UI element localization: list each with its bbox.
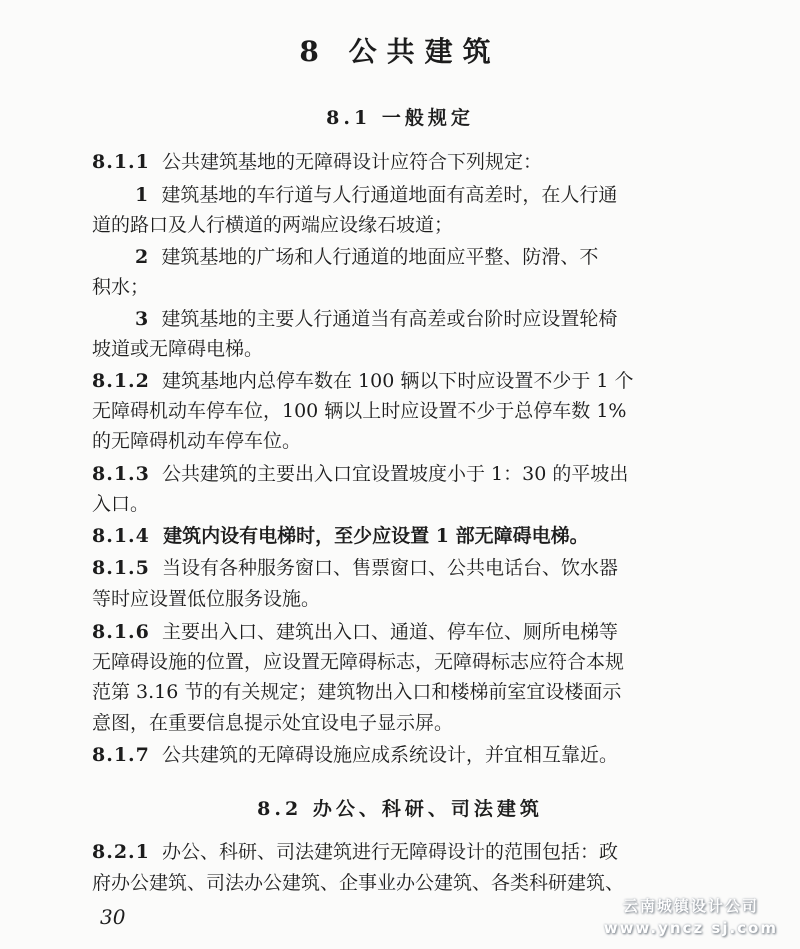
item-number: 1 (135, 184, 150, 206)
clause-number: 8.1.2 (92, 370, 150, 392)
clause-text: 公共建筑的主要出入口宜设置坡度小于 1：30 的平坡出 (161, 463, 629, 485)
clause-text: 公共建筑基地的无障碍设计应符合下列规定： (161, 151, 542, 173)
clause-8-1-4 (92, 524, 692, 548)
watermark-line-2: www.yncz sj.com (603, 919, 778, 937)
clause-number: 8.1.5 (92, 557, 150, 579)
clause-8-1-6-line2: 无障碍设施的位置，应设置无障碍标志，无障碍标志应符合本规 (92, 651, 625, 673)
clause-text: 主要出入口、建筑出入口、通道、停车位、厕所电梯等 (161, 621, 618, 643)
watermark-line-1: 云南城镇设计公司 (622, 897, 759, 915)
clause-number: 8.1.6 (92, 621, 150, 643)
clause-number: 8.1.1 (92, 151, 150, 173)
item-number: 2 (135, 246, 150, 268)
clause-8-2-1-line2: 府办公建筑、司法办公建筑、企事业办公建筑、各类科研建筑、 (92, 872, 625, 894)
clause-text: 办公、科研、司法建筑进行无障碍设计的范围包括：政 (161, 841, 618, 863)
item-3 (135, 307, 735, 331)
clause-number: 8.2.1 (92, 841, 150, 863)
clause-text: 公共建筑的无障碍设施应成系统设计，并宜相互靠近。 (161, 744, 618, 766)
clause-number: 8.1.4 (92, 525, 150, 547)
clause-8-2-1 (92, 840, 692, 864)
clause-number: 8.1.7 (92, 744, 150, 766)
item-text: 建筑基地的广场和人行通道的地面应平整、防滑、不 (161, 246, 599, 268)
page-number: 30 (100, 905, 126, 929)
clause-8-1-2-line2: 无障碍机动车停车位，100 辆以上时应设置不少于总停车数 1% (92, 400, 627, 422)
item-number: 3 (135, 308, 150, 330)
clause-8-1-7 (92, 743, 692, 767)
clause-8-1-3 (92, 462, 692, 486)
item-2-continued: 积水； (92, 276, 150, 298)
clause-8-1-5 (92, 556, 692, 580)
item-1 (135, 183, 735, 207)
clause-8-1-6 (92, 620, 692, 644)
chapter-title: 8 公共建筑 (299, 35, 501, 68)
clause-8-1-6-line3: 范第 3.16 节的有关规定；建筑物出入口和楼梯前室宜设楼面示 (92, 681, 622, 703)
item-text: 建筑基地的主要人行通道当有高差或台阶时应设置轮椅 (161, 308, 618, 330)
clause-text: 当设有各种服务窗口、售票窗口、公共电话台、饮水器 (161, 557, 618, 579)
clause-8-1-5-line2: 等时应设置低位服务设施。 (92, 588, 321, 610)
clause-text: 建筑基地内总停车数在 100 辆以下时应设置不少于 1 个 (161, 370, 634, 392)
clause-8-1-2-line3: 的无障碍机动车停车位。 (92, 430, 302, 452)
section-title-8-1: 8.1 一般规定 (326, 107, 474, 129)
clause-8-1-6-line4: 意图，在重要信息提示处宜设电子显示屏。 (92, 712, 454, 734)
item-3-continued: 坡道或无障碍电梯。 (92, 338, 264, 360)
section-title-8-2: 8.2 办公、科研、司法建筑 (257, 798, 543, 820)
clause-8-1-2 (92, 369, 692, 393)
watermark (604, 895, 778, 939)
clause-text: 建筑内设有电梯时，至少应设置 1 部无障碍电梯。 (163, 525, 589, 547)
clause-number: 8.1.3 (92, 463, 150, 485)
item-2 (135, 245, 735, 269)
clause-8-1-1 (92, 150, 692, 174)
item-1-continued: 道的路口及人行横道的两端应设缘石坡道； (92, 214, 454, 236)
clause-8-1-3-line2: 入口。 (92, 493, 150, 515)
item-text: 建筑基地的车行道与人行通道地面有高差时，在人行通 (161, 184, 618, 206)
